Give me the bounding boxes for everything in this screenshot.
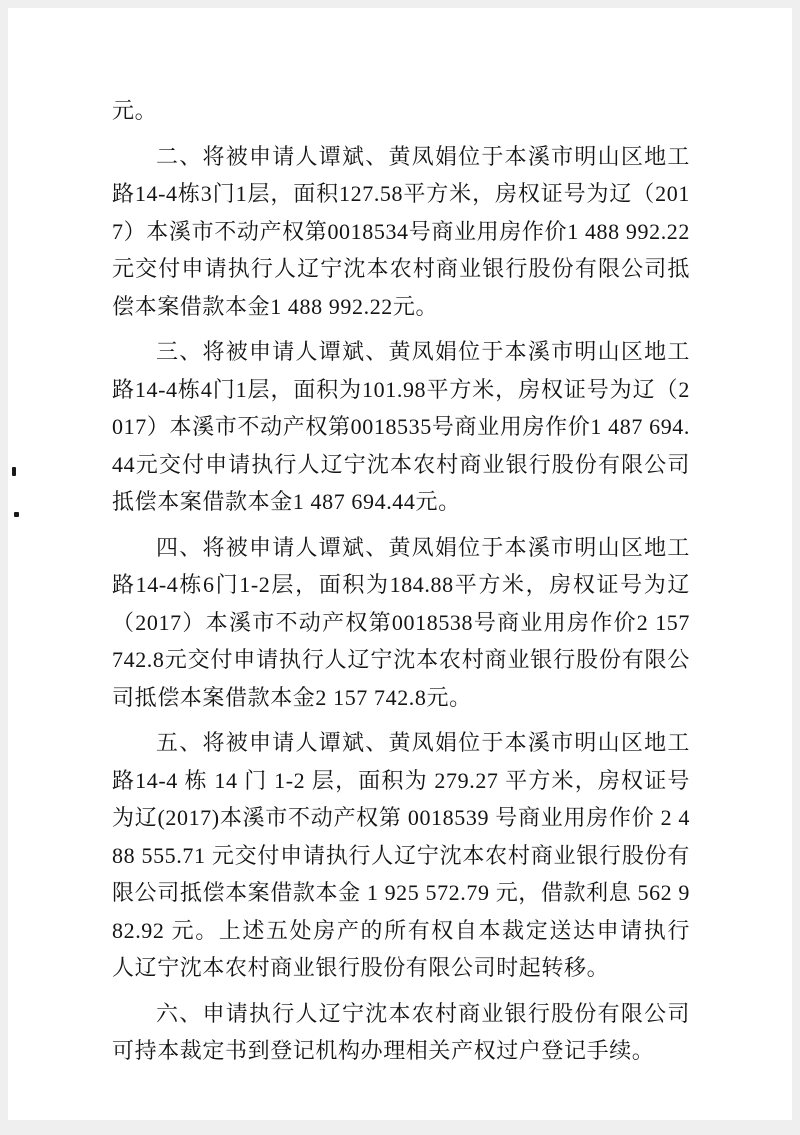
ruling-paragraph-6: 六、申请执行人辽宁沈本农村商业银行股份有限公司可持本裁定书到登记机构办理相关产权过户登记手续。 <box>112 1000 690 1063</box>
scanned-document-page <box>8 8 792 1120</box>
document-body <box>112 92 690 1078</box>
ruling-paragraph-2: 二、将被申请人谭斌、黄凤娟位于本溪市明山区地工路14-4栋3门1层，面积127.58平方米，房权证号为辽（2017）本溪市不动产权第0018534号商业用房作价1 488 992.22元交付申请执行人辽宁沈本农村商业银行股份有限公司抵偿本案借款本金1 488 992.22元。 <box>112 143 690 319</box>
scan-artifact-dot-2 <box>14 512 19 517</box>
ruling-paragraph-3: 三、将被申请人谭斌、黄凤娟位于本溪市明山区地工路14-4栋4门1层，面积为101.98平方米，房权证号为辽（2017）本溪市不动产权第0018535号商业用房作价1 487 694.44元交付申请执行人辽宁沈本农村商业银行股份有限公司抵偿本案借款本金1 487 694.44元。 <box>112 339 690 514</box>
paragraph-continuation: 元。 <box>112 98 158 123</box>
scan-artifact-dot-1 <box>12 467 16 476</box>
ruling-paragraph-5: 五、将被申请人谭斌、黄凤娟位于本溪市明山区地工路14-4 栋 14 门 1-2 层，面积为 279.27 平方米，房权证号为辽(2017)本溪市不动产权第 0018539 号商业用房作价 2 488 555.71 元交付申请执行人辽宁沈本农村商业银行股份有限公司抵偿本案借款本金 1 925 572.79 元，借款利息 562 982.92 元。上述五处房产的所有权自本裁定送达申请执行人辽宁沈本农村商业银行股份有限公司时起转移。 <box>112 730 690 980</box>
ruling-paragraph-4: 四、将被申请人谭斌、黄凤娟位于本溪市明山区地工路14-4栋6门1-2层，面积为184.88平方米，房权证号为辽（2017）本溪市不动产权第0018538号商业用房作价2 157 742.8元交付申请执行人辽宁沈本农村商业银行股份有限公司抵偿本案借款本金2 157 742.8元。 <box>112 534 690 710</box>
